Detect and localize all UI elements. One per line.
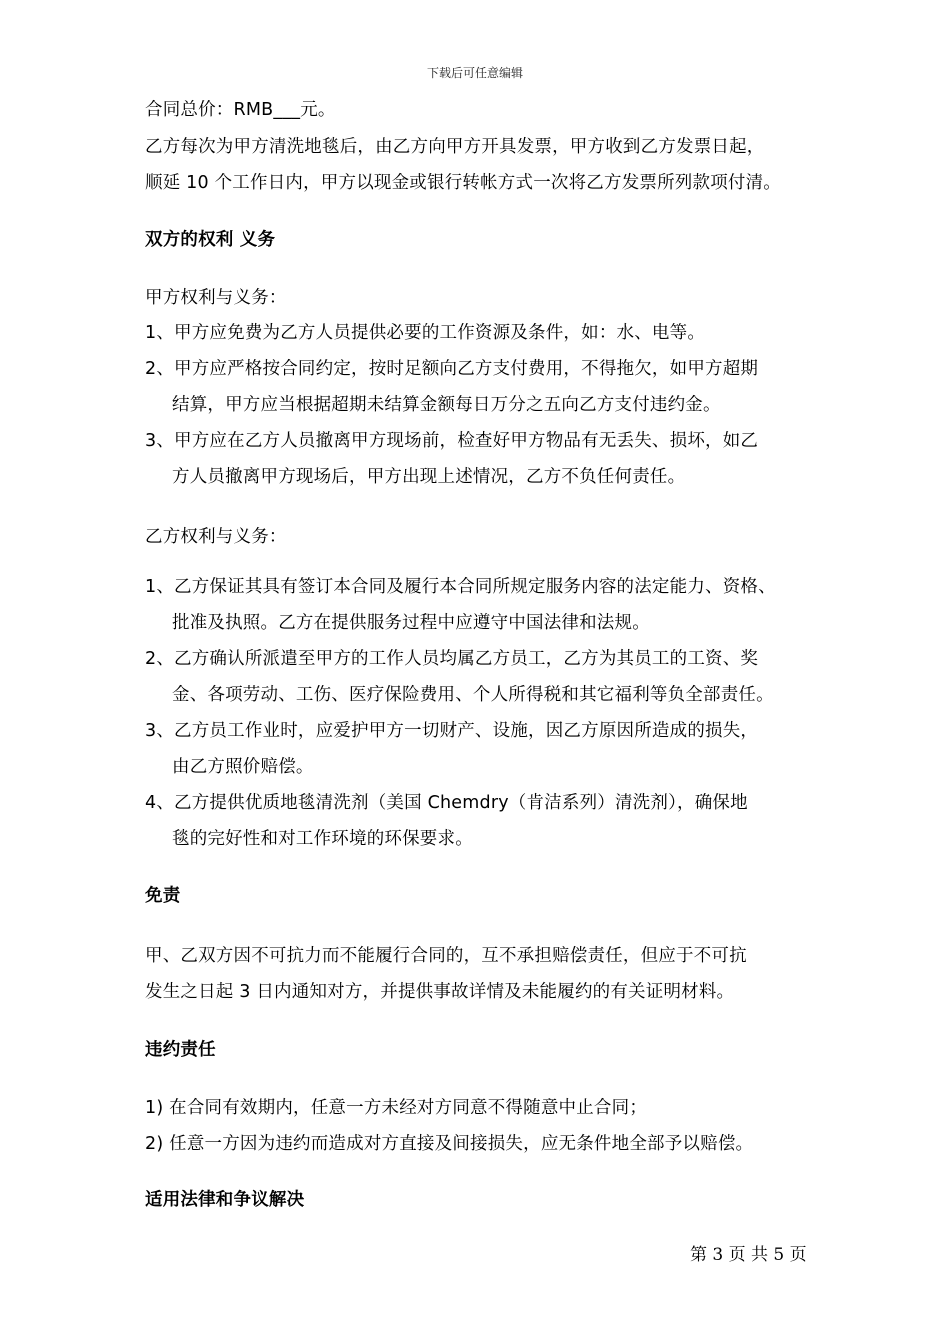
section-heading: 免责: [145, 886, 181, 906]
list-item-cont: 结算，甲方应当根据超期未结算金额每日万分之五向乙方支付违约金。: [172, 395, 721, 415]
page-header: 下载后可任意编辑: [426, 66, 523, 80]
page-number: 第 3 页 共 5 页: [690, 1245, 807, 1265]
list-item: 1) 在合同有效期内，任意一方未经对方同意不得随意中止合同；: [145, 1098, 648, 1118]
list-item: 3、乙方员工作业时，应爱护甲方一切财产、设施，因乙方原因所造成的损失，: [145, 721, 759, 741]
section-heading: 适用法律和争议解决: [145, 1190, 305, 1210]
list-item-cont: 金、各项劳动、工伤、医疗保险费用、个人所得税和其它福利等负全部责任。: [172, 685, 774, 705]
list-item: 1、乙方保证其具有签订本合同及履行本合同所规定服务内容的法定能力、资格、: [145, 577, 776, 597]
list-item: 3、甲方应在乙方人员撤离甲方现场前，检查好甲方物品有无丢失、损坏，如乙: [145, 431, 759, 451]
paragraph-line: 甲、乙双方因不可抗力而不能履行合同的，互不承担赔偿责任，但应于不可抗: [145, 946, 747, 966]
contract-price: [145, 98, 336, 122]
list-item-cont: 方人员撤离甲方现场后，甲方出现上述情况，乙方不负任何责任。: [172, 467, 686, 487]
price-unit: 元。: [300, 100, 336, 120]
list-item: 4、乙方提供优质地毯清洗剂（美国 Chemdry（肯洁系列）清洗剂），确保地: [145, 793, 748, 813]
section-heading: 双方的权利 义务: [145, 230, 276, 250]
payment-line: 顺延 10 个工作日内，甲方以现金或银行转帐方式一次将乙方发票所列款项付清。: [145, 173, 781, 193]
list-item: 2、甲方应严格按合同约定，按时足额向乙方支付费用，不得拖欠，如甲方超期: [145, 359, 759, 379]
list-item: 2、乙方确认所派遣至甲方的工作人员均属乙方员工，乙方为其员工的工资、奖: [145, 649, 759, 669]
price-blank: ___: [273, 100, 301, 120]
list-item: 1、甲方应免费为乙方人员提供必要的工作资源及条件，如：水、电等。: [145, 323, 706, 343]
list-item-cont: 毯的完好性和对工作环境的环保要求。: [172, 829, 473, 849]
list-item: 2) 任意一方因为违约而造成对方直接及间接损失，应无条件地全部予以赔偿。: [145, 1134, 754, 1154]
payment-line: 乙方每次为甲方清洗地毯后，由乙方向甲方开具发票，甲方收到乙方发票日起，: [145, 137, 765, 157]
section-heading: 违约责任: [145, 1040, 216, 1060]
list-item-cont: 由乙方照价赔偿。: [172, 757, 314, 777]
subsection-heading: 乙方权利与义务：: [145, 527, 287, 547]
list-item-cont: 批准及执照。乙方在提供服务过程中应遵守中国法律和法规。: [172, 613, 650, 633]
subsection-heading: 甲方权利与义务：: [145, 288, 287, 308]
price-label: 合同总价：RMB: [145, 100, 274, 120]
paragraph-line: 发生之日起 3 日内通知对方，并提供事故详情及未能履约的有关证明材料。: [145, 982, 735, 1002]
